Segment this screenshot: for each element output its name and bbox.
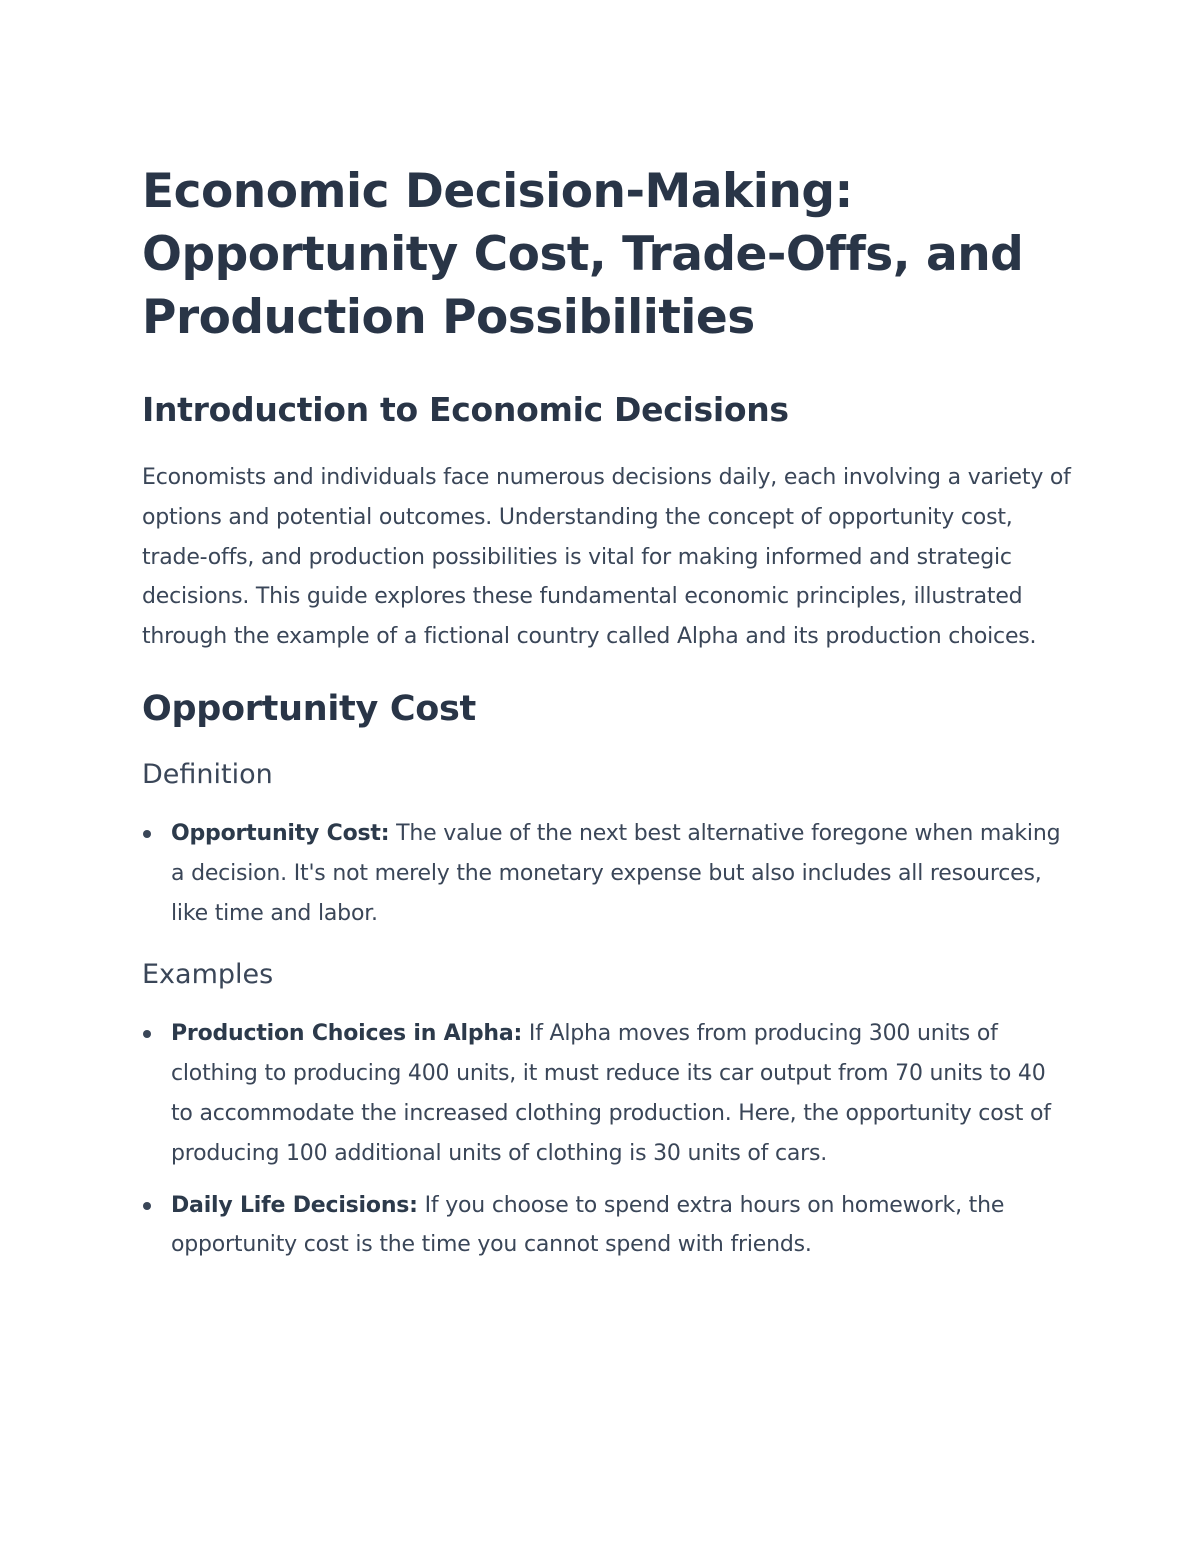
list-item <box>142 1186 1072 1266</box>
document-page <box>142 160 1072 1277</box>
examples-heading: Examples <box>142 959 274 991</box>
example-term: Daily Life Decisions: <box>171 1192 418 1218</box>
document-title: Economic Decision-Making: Opportunity Cost, Trade-Offs, and Production Possibilities <box>142 164 1024 345</box>
opportunity-cost-heading: Opportunity Cost <box>142 688 476 729</box>
bullet-icon <box>143 1202 151 1210</box>
bullet-icon <box>143 1030 151 1038</box>
example-text: If Alpha moves from producing 300 units of clothing to producing 400 units, it must reduce its car output from 70 units to 40 to accommodate the increased clothing production. Here, the opportunity cost of producing 100 additional units of clothing is 30 units of cars. <box>171 1021 1051 1166</box>
examples-list <box>142 1014 1072 1265</box>
definition-heading: Definition <box>142 758 273 790</box>
intro-paragraph: Economists and individuals face numerous decisions daily, each involving a variety of options and potential outcomes. Understanding the concept of opportunity cost, trade-offs, and production possibilities is vital for making informed and strategic decisions. This guide explores these fundamental economic principles, illustrated through the example of a fictional country called Alpha and its production choices. <box>142 465 1071 650</box>
example-term: Production Choices in Alpha: <box>171 1021 523 1047</box>
definition-text: The value of the next best alternative foregone when making a decision. It's not merely the monetary expense but also includes all resources, like time and labor. <box>171 820 1061 926</box>
definition-list <box>142 814 1072 933</box>
list-item <box>142 1014 1072 1173</box>
bullet-icon <box>143 830 151 838</box>
definition-term: Opportunity Cost: <box>171 820 390 846</box>
list-item <box>142 814 1072 933</box>
example-text: If you choose to spend extra hours on homework, the opportunity cost is the time you cannot spend with friends. <box>171 1192 1005 1258</box>
intro-heading: Introduction to Economic Decisions <box>142 390 789 429</box>
